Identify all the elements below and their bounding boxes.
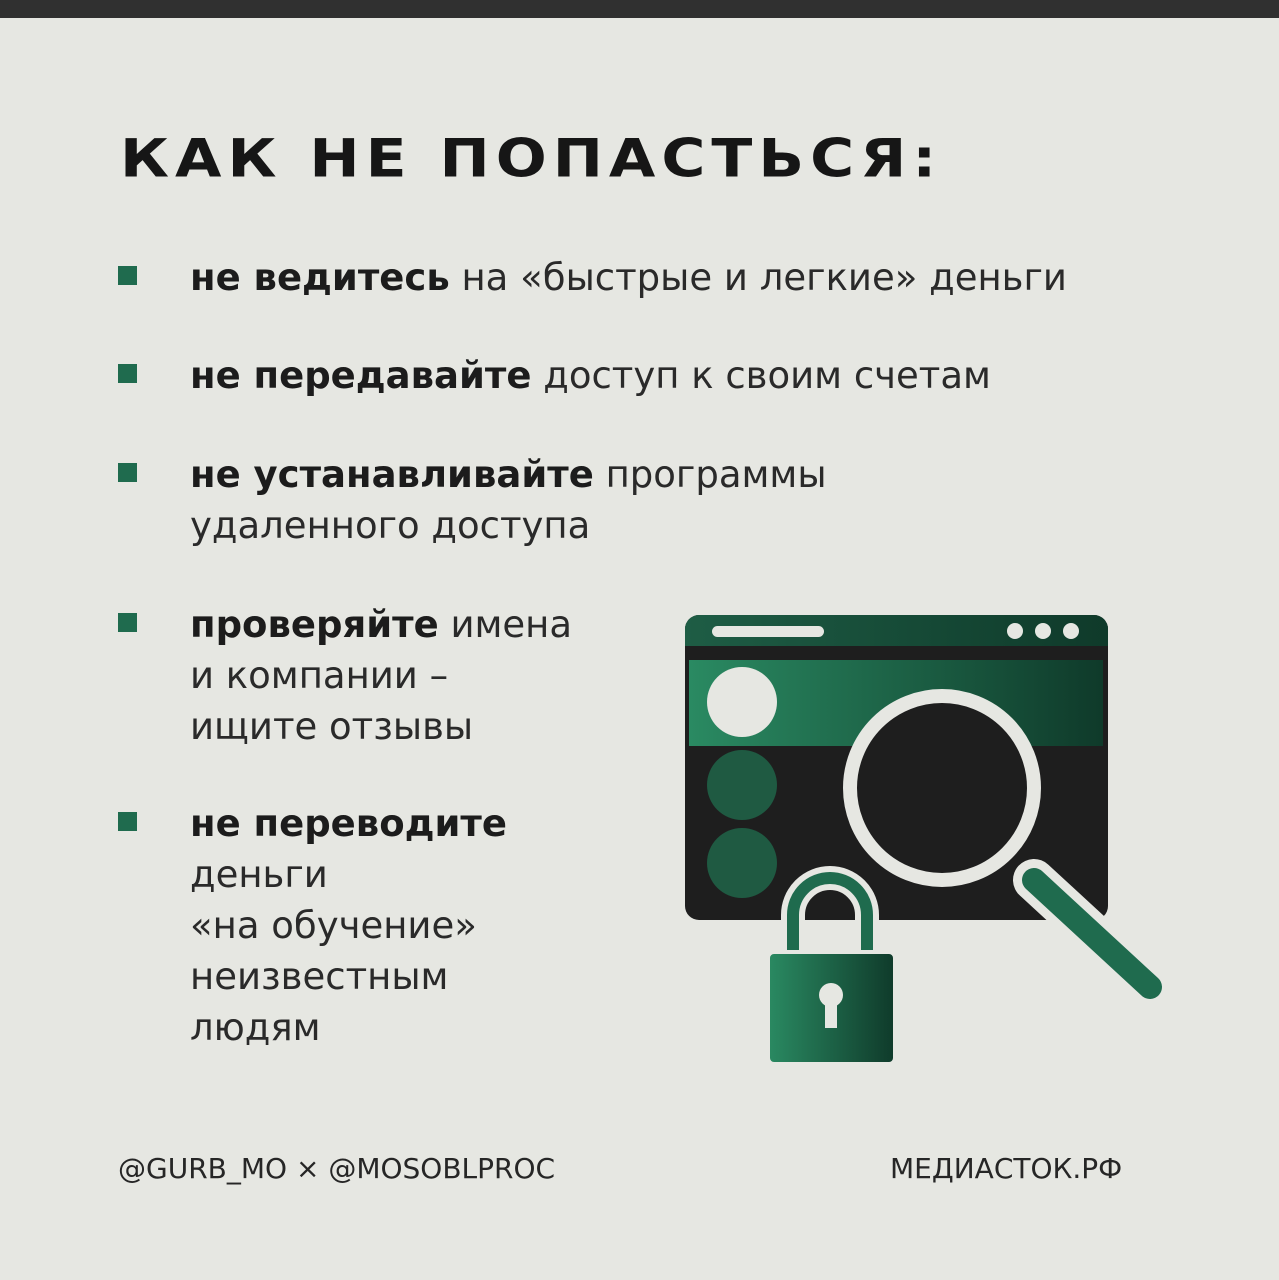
page-title: КАК НЕ ПОПАСТЬСЯ:: [120, 128, 943, 190]
tip-line: деньги: [190, 853, 328, 896]
footer-site: МЕДИАСТОК.РФ: [890, 1152, 1123, 1185]
tip-line: ищите отзывы: [190, 705, 474, 748]
tip-bold: не переводите: [190, 802, 507, 845]
tip-line: неизвестным: [190, 955, 449, 998]
bullet-square-icon: [118, 812, 137, 831]
tip-bold: проверяйте: [190, 603, 439, 646]
tip-line: и компании –: [190, 654, 449, 697]
tip-bold: не ведитесь: [190, 256, 450, 299]
tip-line: удаленного доступа: [190, 504, 591, 547]
tip-text: [190, 252, 1067, 303]
top-bar: [0, 0, 1279, 18]
footer-handles: @GURB_MO × @MOSOBLPROC: [118, 1152, 556, 1185]
tip-text: [190, 798, 507, 1053]
tip-line: «на обучение»: [190, 904, 477, 947]
tip-line: программы: [593, 453, 827, 496]
bullet-square-icon: [118, 613, 137, 632]
bullet-square-icon: [118, 463, 137, 482]
bullet-square-icon: [118, 364, 137, 383]
security-illustration: [680, 610, 1170, 1070]
tip-bold: не передавайте: [190, 354, 532, 397]
tip-text: [190, 599, 572, 752]
tip-line: людям: [190, 1006, 321, 1049]
tip-line: доступ к своим счетам: [531, 354, 991, 397]
tip-text: [190, 350, 991, 401]
tip-line: на «быстрые и легкие» деньги: [449, 256, 1067, 299]
bullet-square-icon: [118, 266, 137, 285]
tip-text: [190, 449, 827, 551]
tip-bold: не устанавливайте: [190, 453, 594, 496]
tip-line: имена: [438, 603, 573, 646]
